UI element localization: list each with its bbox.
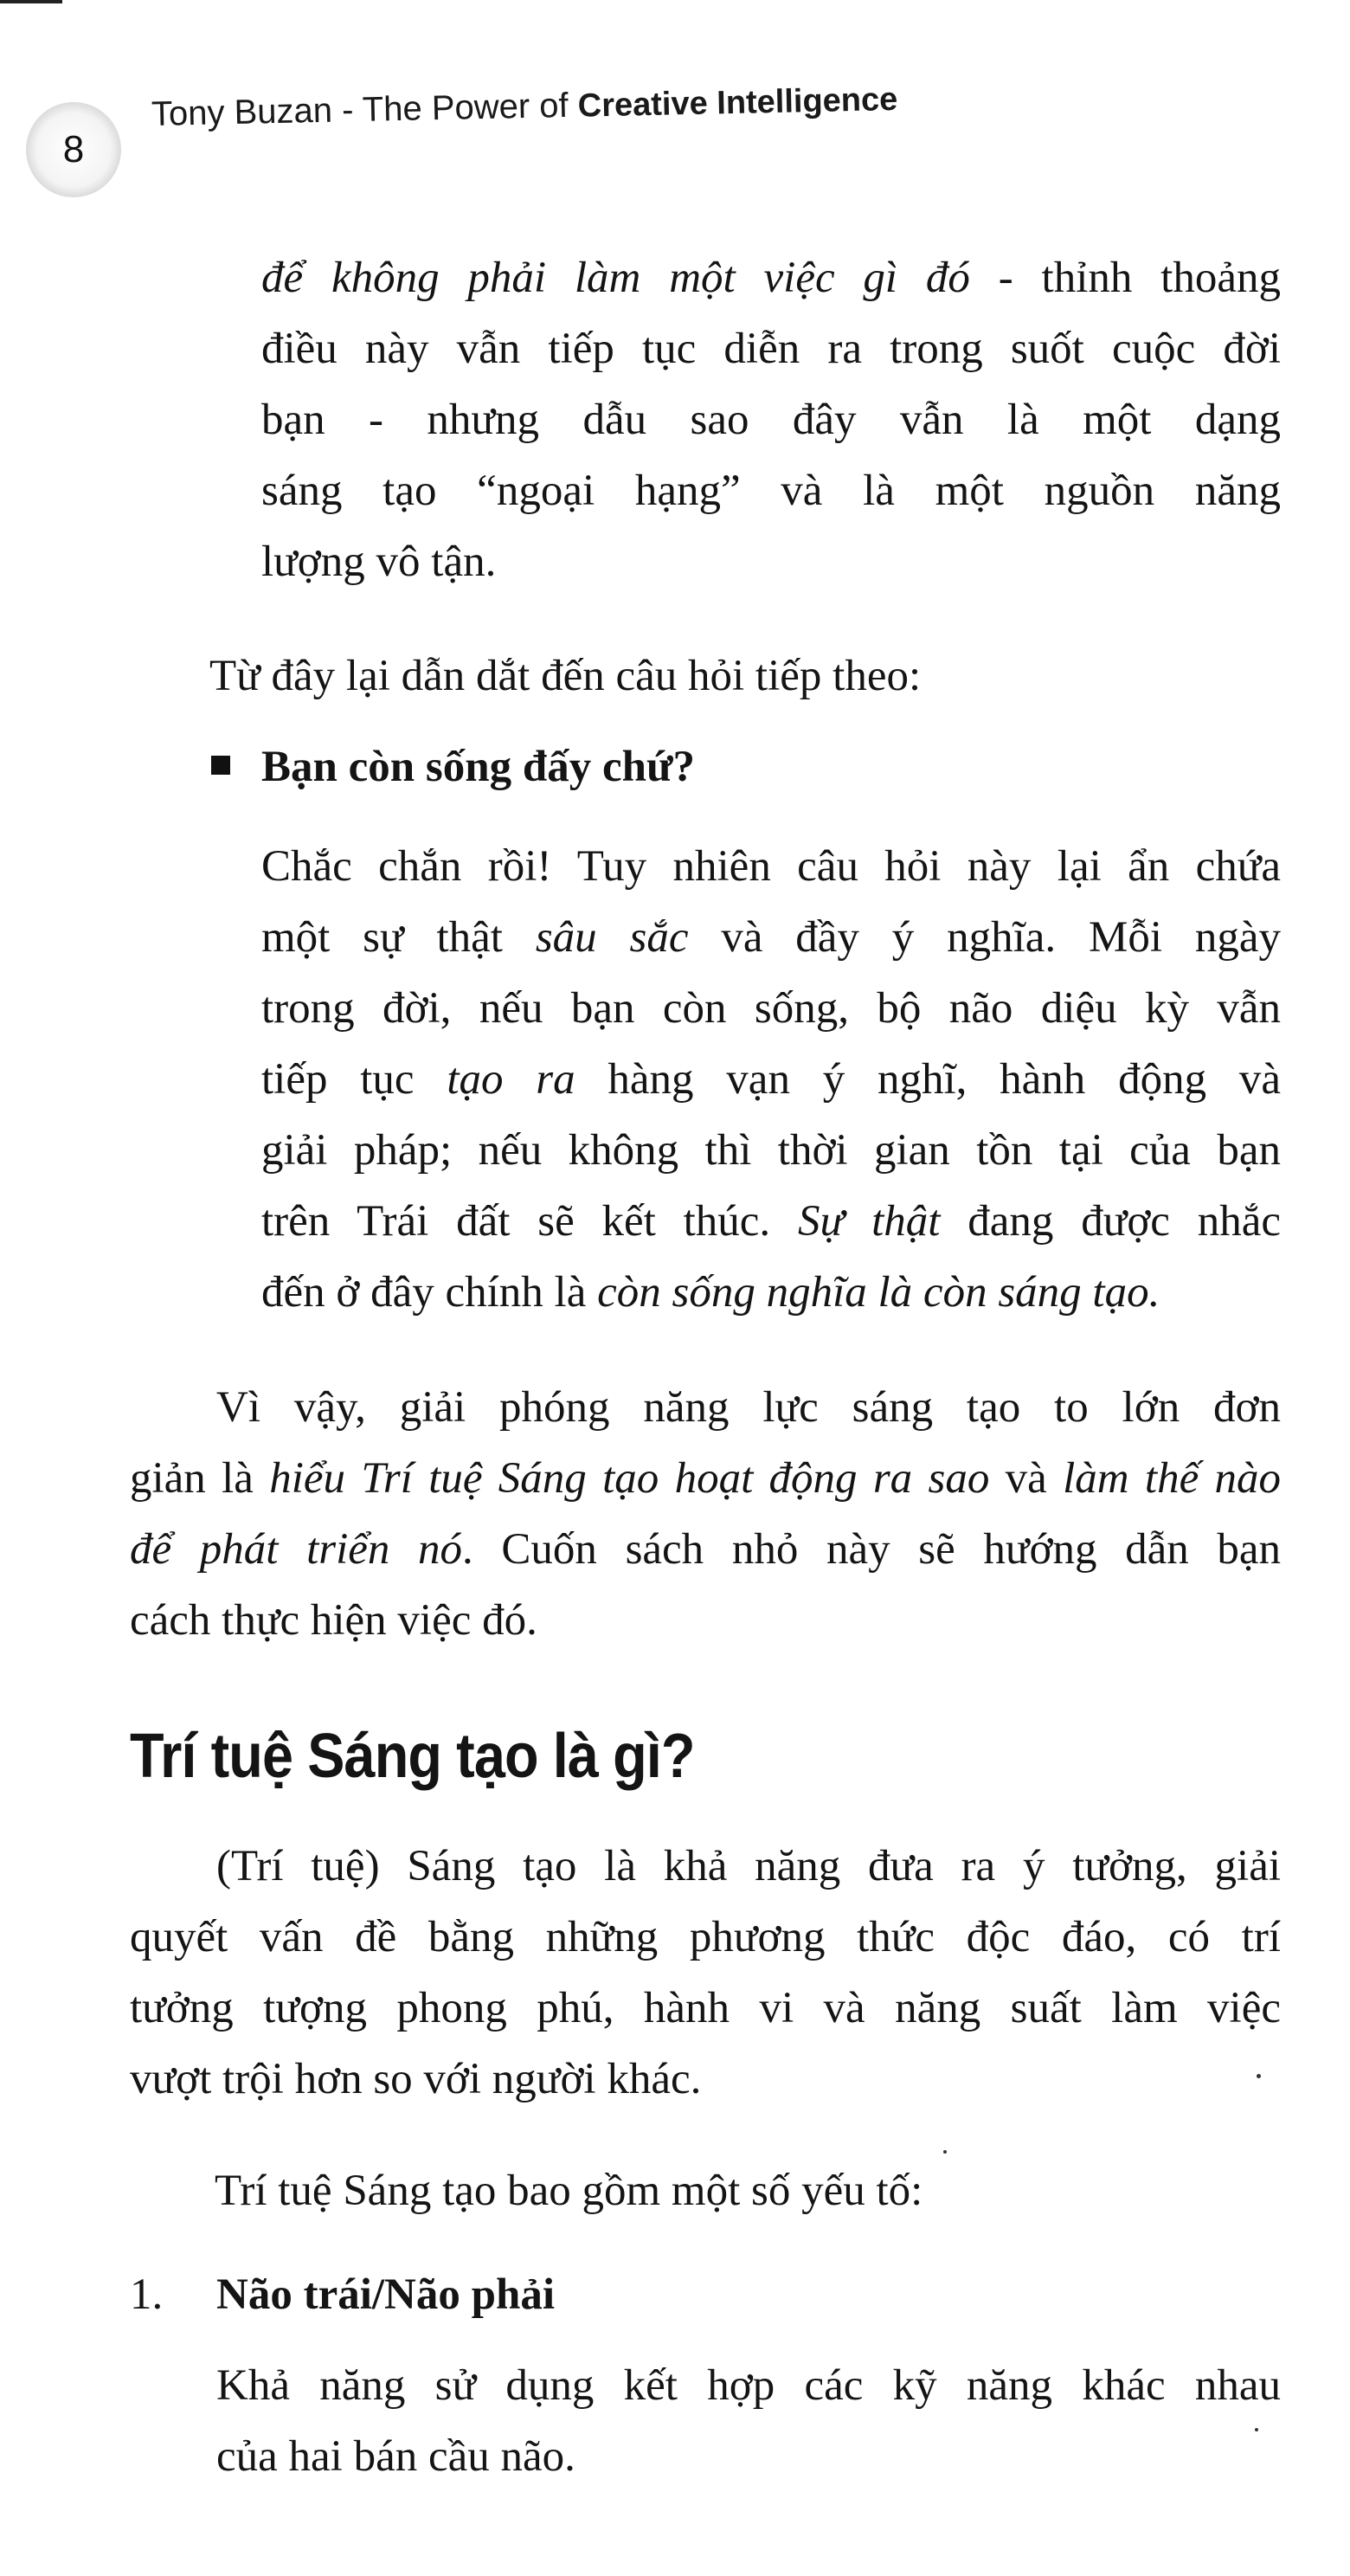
- paragraph-line: đến ở đây chính là còn sống nghĩa là còn sáng tạo.: [261, 1268, 1160, 1317]
- bullet-body-paragraph: [261, 831, 1281, 1328]
- scan-speck: [1257, 2074, 1261, 2078]
- paragraph-line: điều này vẫn tiếp tục diễn ra trong suốt cuộc đời: [261, 325, 1281, 373]
- list-item-number: 1.: [130, 2270, 164, 2319]
- running-header-title: Tony Buzan - The Power of: [151, 86, 579, 133]
- bullet-heading: Bạn còn sống đấy chứ?: [261, 743, 696, 791]
- paragraph-line: một sự thật sâu sắc và đầy ý nghĩa. Mỗi ngày: [261, 913, 1281, 962]
- paragraph-line: trên Trái đất sẽ kết thúc. Sự thật đang được nhắc: [261, 1197, 1282, 1246]
- page-number-badge: [26, 102, 121, 197]
- scan-speck: [943, 2150, 947, 2154]
- paragraph-line: quyết vấn đề bằng những phương thức độc đáo, có trí: [130, 1913, 1281, 1961]
- paragraph-line: tiếp tục tạo ra hàng vạn ý nghĩ, hành động và: [261, 1055, 1281, 1104]
- paragraph-line: Vì vậy, giải phóng năng lực sáng tạo to lớn đơn: [216, 1383, 1281, 1432]
- paragraph-line: để không phải làm một việc gì đó - thỉnh thoảng: [261, 254, 1281, 302]
- section-heading: Trí tuệ Sáng tạo là gì?: [130, 1722, 695, 1791]
- paragraph-line: cách thực hiện việc đó.: [130, 1596, 537, 1645]
- paragraph-line: giản là hiểu Trí tuệ Sáng tạo hoạt động ra sao và làm thế nào: [130, 1454, 1281, 1503]
- paragraph-line: (Trí tuệ) Sáng tạo là khả năng đưa ra ý tưởng, giải: [216, 1842, 1281, 1890]
- list-intro-paragraph: [215, 2155, 1167, 2226]
- definition-paragraph: [130, 1831, 1281, 2115]
- paragraph-line: Trí tuệ Sáng tạo bao gồm một số yếu tố:: [215, 2167, 923, 2215]
- page-edge-mark: [0, 0, 62, 3]
- paragraph-line: Chắc chắn rồi! Tuy nhiên câu hỏi này lại ẩn chứa: [261, 842, 1281, 891]
- page-number: 8: [62, 128, 85, 171]
- running-header: [151, 80, 898, 134]
- paragraph-line: vượt trội hơn so với người khác.: [130, 2055, 702, 2103]
- paragraph-line: lượng vô tận.: [261, 538, 497, 586]
- paragraph-line: tưởng tượng phong phú, hành vi và năng suất làm việc: [130, 1984, 1281, 2032]
- square-bullet-icon: [211, 756, 230, 775]
- running-header-title-strong: Creative Intelligence: [577, 80, 898, 125]
- paragraph-line: giải pháp; nếu không thì thời gian tồn tại của bạn: [261, 1126, 1281, 1175]
- lead-in-paragraph: [209, 641, 1161, 712]
- paragraph-line: để phát triển nó. Cuốn sách nhỏ này sẽ hướng dẫn bạn: [130, 1525, 1281, 1574]
- paragraph-line: Khả năng sử dụng kết hợp các kỹ năng khác nhau: [216, 2361, 1281, 2410]
- paragraph-line: của hai bán cầu não.: [216, 2432, 575, 2481]
- scan-speck: [1255, 2428, 1258, 2431]
- paragraph-line: Từ đây lại dẫn dắt đến câu hỏi tiếp theo:: [209, 652, 922, 700]
- summary-paragraph: [130, 1372, 1281, 1656]
- paragraph-line: trong đời, nếu bạn còn sống, bộ não diệu kỳ vẫn: [261, 984, 1281, 1033]
- paragraph-line: sáng tạo “ngoại hạng” và là một nguồn năng: [261, 467, 1281, 515]
- list-item-heading: Não trái/Não phải: [216, 2270, 556, 2319]
- list-item-body: [216, 2350, 1281, 2492]
- paragraph-line: bạn - nhưng dẫu sao đây vẫn là một dạng: [261, 396, 1281, 444]
- paragraph-continued: [261, 242, 1281, 597]
